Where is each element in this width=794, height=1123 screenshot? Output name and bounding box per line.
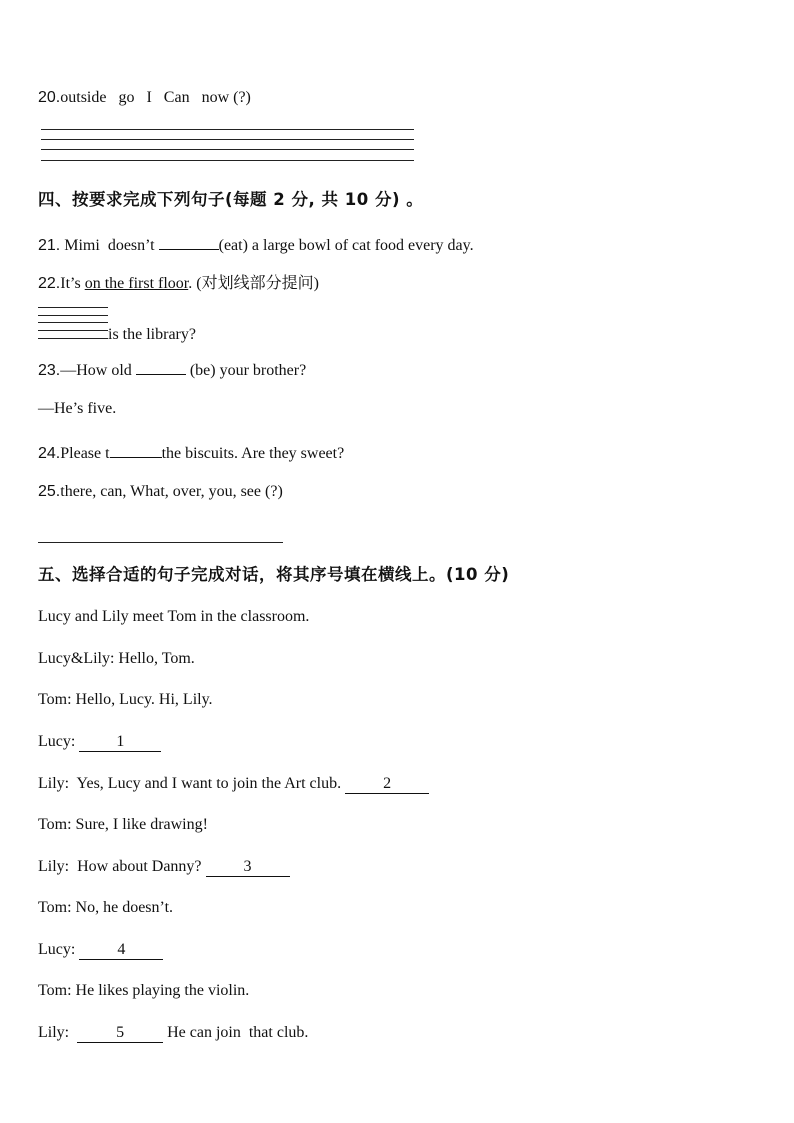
question-22 xyxy=(38,274,319,294)
dialogue-text: Lily: Yes, Lucy and I want to join the Art club. xyxy=(38,775,346,792)
section-4-heading: 四、按要求完成下列句子(每题 2 分, 共 10 分) 。 xyxy=(38,190,424,209)
answer-line[interactable] xyxy=(38,330,108,331)
question-number: 24. xyxy=(38,445,61,462)
section-5-heading: 五、选择合适的句子完成对话，将其序号填在横线上。(10 分) xyxy=(38,565,510,584)
fill-blank[interactable] xyxy=(159,233,219,250)
question-text: the biscuits. Are they sweet? xyxy=(161,445,345,462)
dialogue-line xyxy=(38,732,161,752)
question-text: Please t xyxy=(60,445,110,462)
answer-line[interactable] xyxy=(41,160,414,161)
dialogue-line xyxy=(38,1023,308,1043)
dialogue-line: Tom: He likes playing the violin. xyxy=(38,982,250,999)
question-23 xyxy=(38,358,306,381)
fill-blank[interactable] xyxy=(136,358,186,375)
answer-blank-1[interactable]: 1 xyxy=(79,733,161,752)
dialogue-line xyxy=(38,774,429,794)
dialogue-text: Lucy: xyxy=(38,941,80,958)
question-number: 23. xyxy=(38,362,61,379)
dialogue-line xyxy=(38,940,163,960)
question-text: (be) your brother? xyxy=(185,362,307,379)
answer-blank-3[interactable]: 3 xyxy=(206,858,290,877)
dialogue-line xyxy=(38,857,290,877)
answer-line[interactable] xyxy=(38,542,283,543)
answer-line[interactable] xyxy=(41,129,414,130)
question-text: It’s xyxy=(60,275,85,292)
question-20 xyxy=(38,88,251,108)
answer-blank-2[interactable]: 2 xyxy=(345,775,429,794)
question-24 xyxy=(38,441,344,464)
question-23-reply: —He’s five. xyxy=(38,400,117,417)
answer-line[interactable] xyxy=(41,149,414,150)
question-25 xyxy=(38,482,283,502)
answer-blank-5[interactable]: 5 xyxy=(77,1024,163,1043)
question-text: there, can, What, over, you, see (?) xyxy=(60,483,283,500)
dialogue-intro: Lucy and Lily meet Tom in the classroom. xyxy=(38,608,310,625)
dialogue-text: He can join that club. xyxy=(163,1024,309,1041)
answer-line[interactable] xyxy=(38,338,108,339)
dialogue-line: Lucy&Lily: Hello, Tom. xyxy=(38,650,195,667)
question-text: . (对划线部分提问) xyxy=(188,275,319,292)
fill-blank[interactable] xyxy=(110,441,162,458)
question-number: 22. xyxy=(38,275,61,292)
dialogue-text: Lily: xyxy=(38,1024,78,1041)
answer-line[interactable] xyxy=(41,139,414,140)
dialogue-text: Lucy: xyxy=(38,733,80,750)
question-number: 25. xyxy=(38,483,61,500)
answer-line[interactable] xyxy=(38,307,108,308)
dialogue-line: Tom: No, he doesn’t. xyxy=(38,899,174,916)
underlined-phrase: on the first floor xyxy=(84,275,189,292)
question-text: —How old xyxy=(60,362,136,379)
answer-line[interactable] xyxy=(38,322,108,323)
question-text: Mimi doesn’t xyxy=(60,237,159,254)
answer-blank-4[interactable]: 4 xyxy=(79,941,163,960)
dialogue-line: Tom: Hello, Lucy. Hi, Lily. xyxy=(38,691,213,708)
answer-line[interactable] xyxy=(38,315,108,316)
question-text: outside go I Can now (?) xyxy=(60,89,251,106)
question-number: 21. xyxy=(38,237,61,254)
dialogue-line: Tom: Sure, I like drawing! xyxy=(38,816,208,833)
question-number: 20. xyxy=(38,89,61,106)
question-text: (eat) a large bowl of cat food every day. xyxy=(218,237,474,254)
question-21 xyxy=(38,233,474,256)
question-22-answer-tail: is the library? xyxy=(108,326,196,343)
dialogue-text: Lily: How about Danny? xyxy=(38,858,206,875)
